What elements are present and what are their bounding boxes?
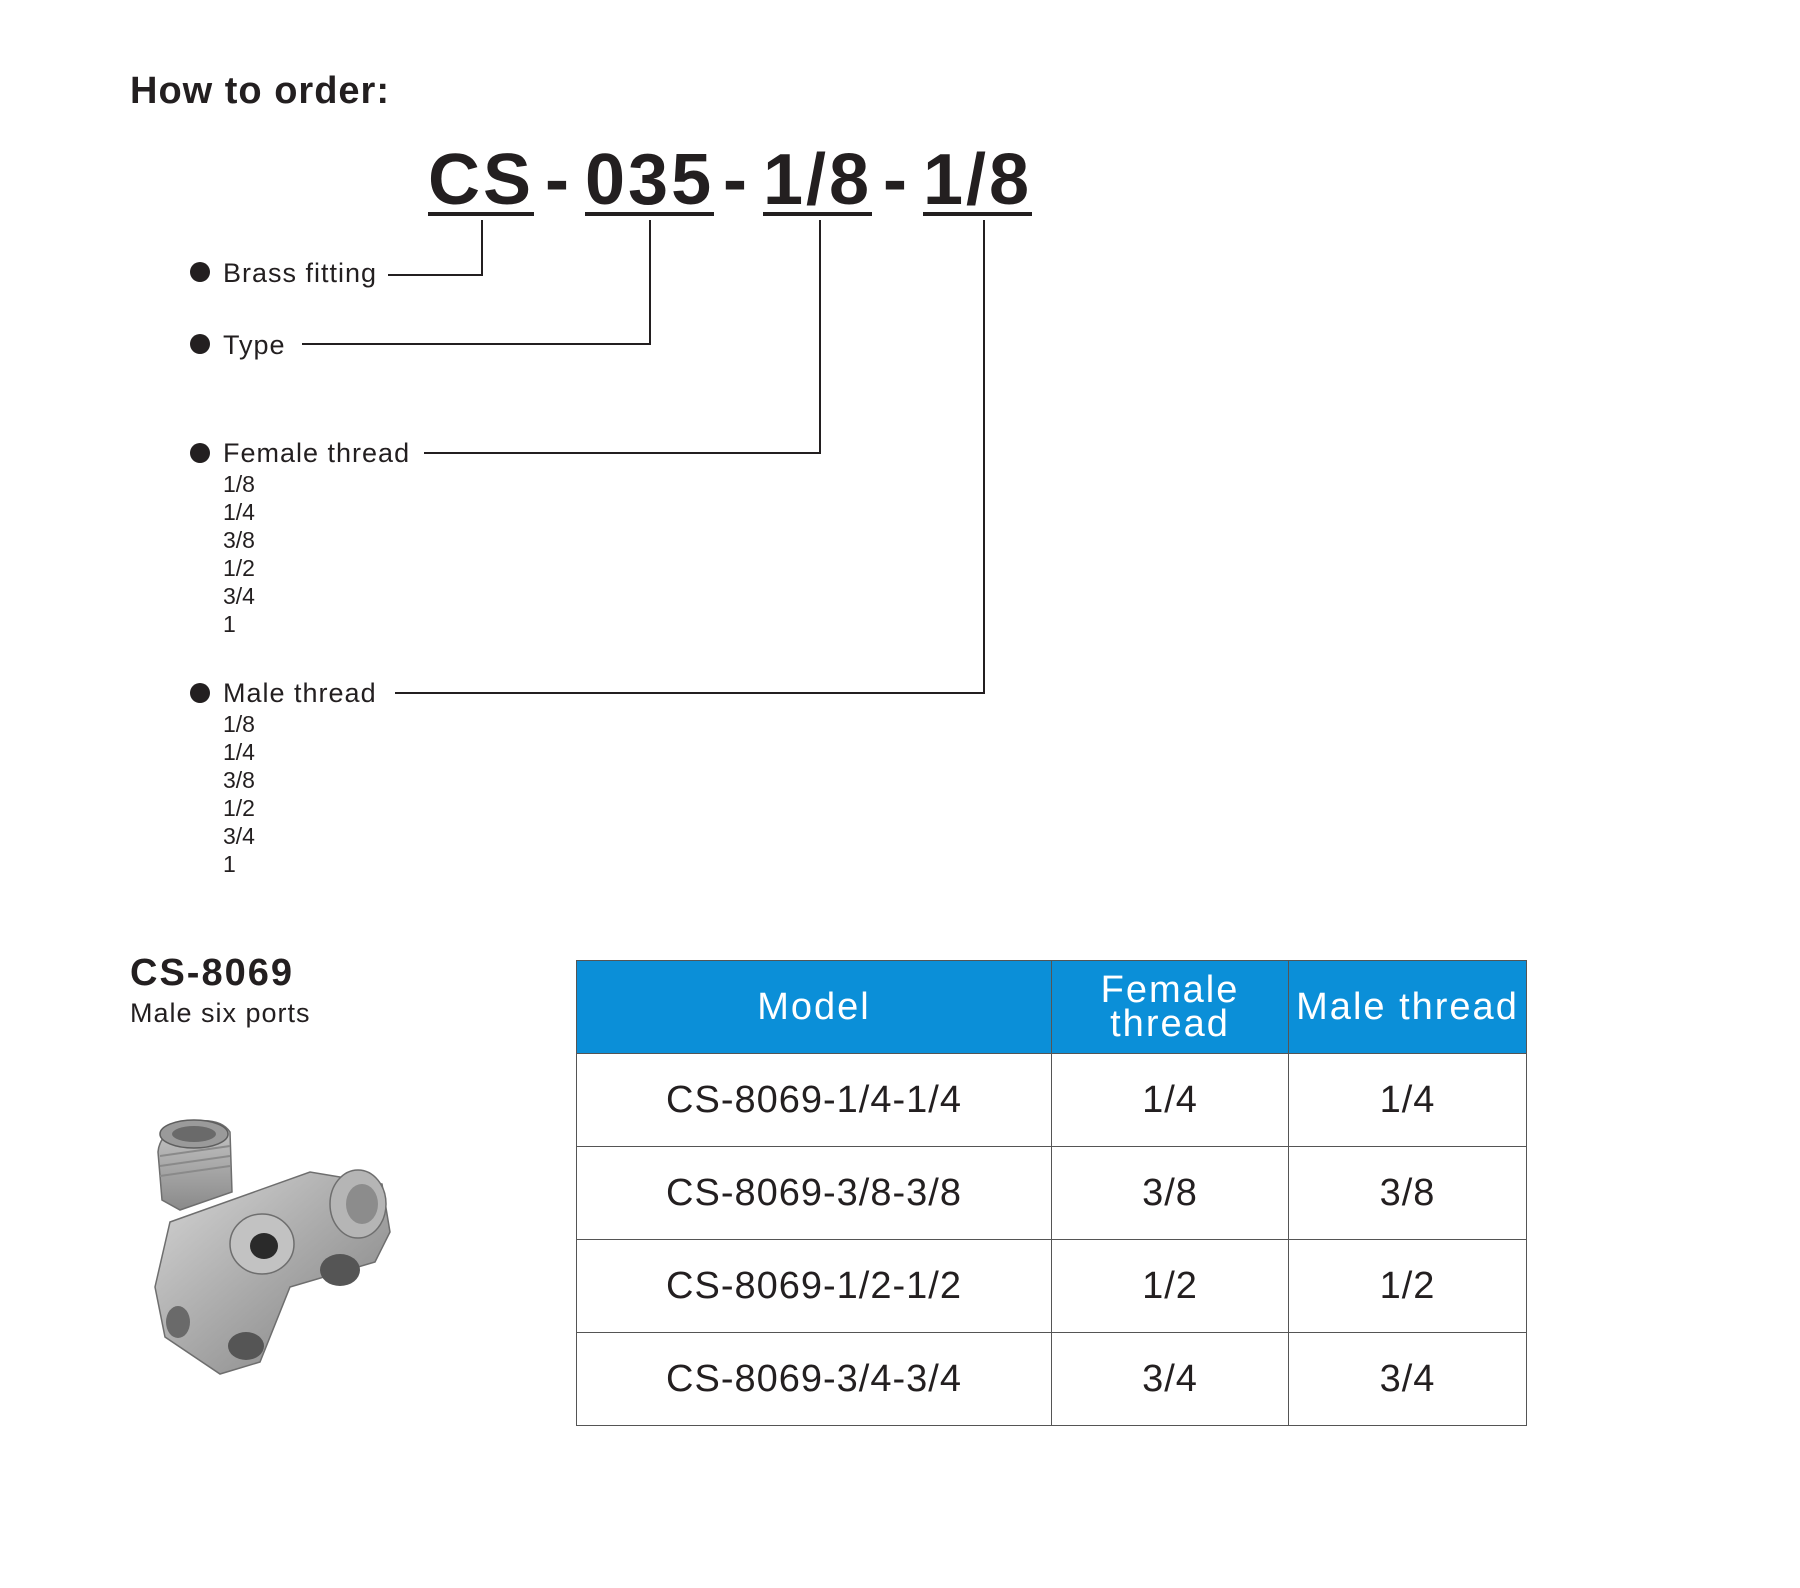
connector-brass <box>388 220 482 275</box>
code-separator: - <box>723 140 747 220</box>
male-option: 3/4 <box>223 823 255 849</box>
female-option: 3/4 <box>223 583 255 609</box>
connector-female <box>424 220 820 453</box>
legend-type-label: Type <box>223 330 286 360</box>
legend-male-label: Male thread <box>223 678 377 708</box>
cell-female: 3/4 <box>1052 1333 1289 1426</box>
code-segment-series: CS <box>428 140 535 220</box>
legend-female-label: Female thread <box>223 438 411 468</box>
female-option: 1/2 <box>223 555 255 581</box>
cell-female: 1/4 <box>1052 1054 1289 1147</box>
table-header-row <box>577 961 1527 1054</box>
male-option: 1/8 <box>223 711 255 737</box>
male-option: 1/2 <box>223 795 255 821</box>
bullet-icon <box>190 443 210 463</box>
female-option: 1 <box>223 611 236 637</box>
bullet-icon <box>190 334 210 354</box>
female-option: 3/8 <box>223 527 255 553</box>
bullet-icon <box>190 262 210 282</box>
male-option: 1/4 <box>223 739 255 765</box>
code-segment-type: 035 <box>585 140 715 220</box>
cell-model: CS-8069-3/8-3/8 <box>577 1147 1052 1240</box>
code-separator: - <box>883 140 907 220</box>
code-separator: - <box>545 140 569 220</box>
header-male-thread: Male thread <box>1289 961 1527 1054</box>
cell-male: 3/8 <box>1289 1147 1527 1240</box>
code-segment-female: 1/8 <box>763 140 873 220</box>
cell-model: CS-8069-1/4-1/4 <box>577 1054 1052 1147</box>
cell-female: 3/8 <box>1052 1147 1289 1240</box>
legend-brass-label: Brass fitting <box>223 258 378 288</box>
cell-female: 1/2 <box>1052 1240 1289 1333</box>
cell-model: CS-8069-3/4-3/4 <box>577 1333 1052 1426</box>
table-row <box>577 1147 1527 1240</box>
male-option: 1 <box>223 851 236 877</box>
connector-male <box>395 220 984 693</box>
spec-table <box>576 960 1527 1426</box>
cell-male: 3/4 <box>1289 1333 1527 1426</box>
table-row <box>577 1054 1527 1147</box>
code-segment-male: 1/8 <box>923 140 1033 220</box>
female-option: 1/4 <box>223 499 255 525</box>
table-row <box>577 1333 1527 1426</box>
table-row <box>577 1240 1527 1333</box>
product-code: CS-8069 <box>130 952 294 994</box>
female-option: 1/8 <box>223 471 255 497</box>
header-model: Model <box>577 961 1052 1054</box>
product-description: Male six ports <box>130 998 311 1028</box>
male-option: 3/8 <box>223 767 255 793</box>
cell-male: 1/2 <box>1289 1240 1527 1333</box>
bullet-icon <box>190 683 210 703</box>
product-image <box>150 1112 410 1376</box>
cell-model: CS-8069-1/2-1/2 <box>577 1240 1052 1333</box>
cell-male: 1/4 <box>1289 1054 1527 1147</box>
header-female-thread: Female thread <box>1052 961 1289 1054</box>
page-heading: How to order: <box>130 70 390 112</box>
